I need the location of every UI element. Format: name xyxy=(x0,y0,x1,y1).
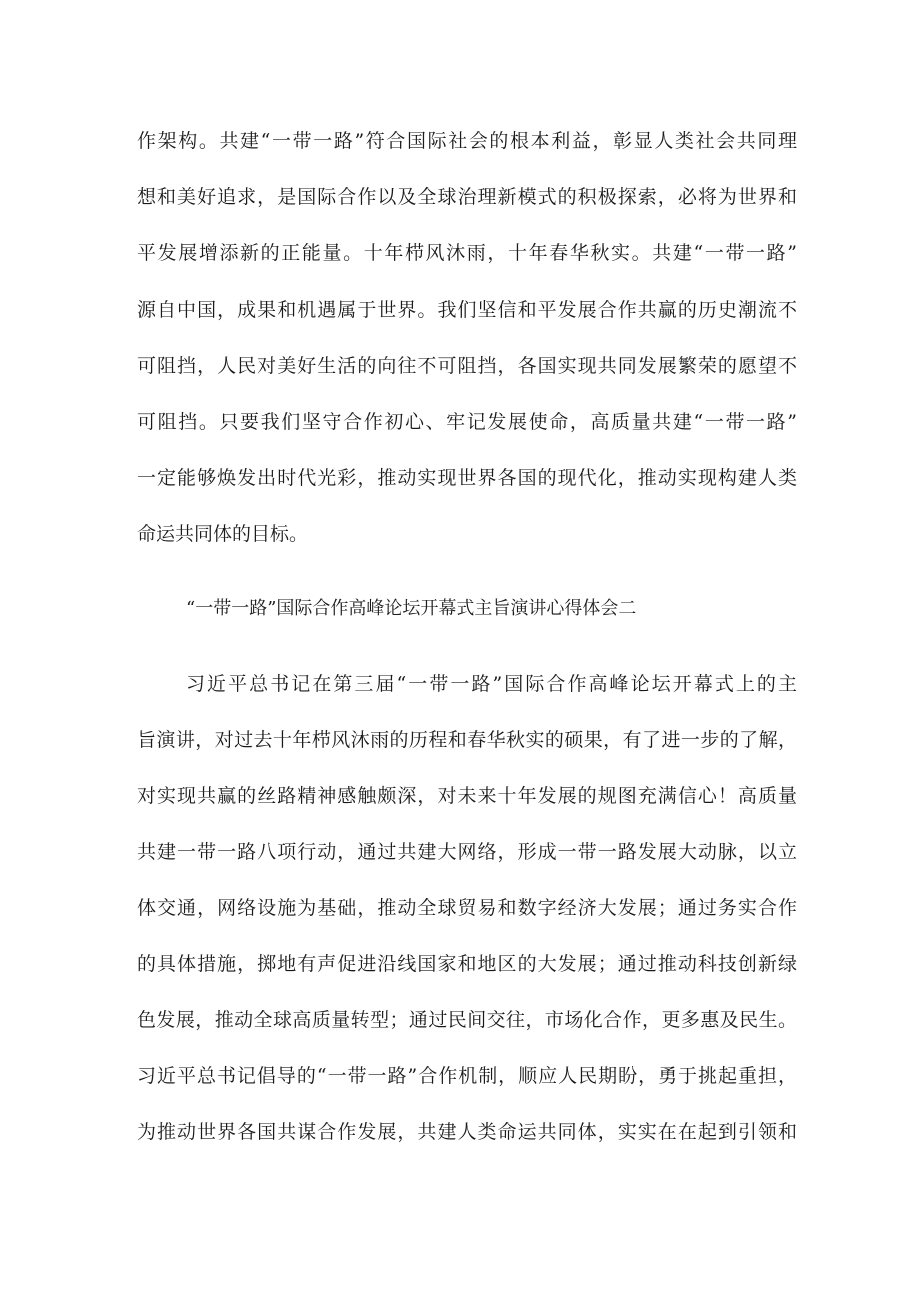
paragraph-1-line: 平发展增添新的正能量。十年栉风沐雨，十年春华秋实。共建“一带一路” xyxy=(137,242,797,264)
paragraph-1-line: 想和美好追求，是国际合作以及全球治理新模式的积极探索，必将为世界和 xyxy=(137,186,797,208)
paragraph-2-line: 为推动世界各国共谋合作发展，共建人类命运共同体，实实在在起到引领和 xyxy=(137,1121,797,1143)
paragraph-1-line: 可阻挡。只要我们坚守合作初心、牢记发展使命，高质量共建“一带一路” xyxy=(137,411,797,433)
paragraph-2-line: 色发展，推动全球高质量转型；通过民间交往，市场化合作，更多惠及民生。 xyxy=(137,1009,797,1031)
paragraph-1-line: 作架构。共建“一带一路”符合国际社会的根本利益，彰显人类社会共同理 xyxy=(137,130,797,152)
paragraph-2-line: 旨演讲，对过去十年栉风沐雨的历程和春华秋实的硕果，有了进一步的了解， xyxy=(137,729,797,751)
paragraph-1-line: 可阻挡，人民对美好生活的向往不可阻挡，各国实现共同发展繁荣的愿望不 xyxy=(137,355,797,377)
paragraph-2-line: 的具体措施，掷地有声促进沿线国家和地区的大发展；通过推动科技创新绿 xyxy=(137,953,797,975)
paragraph-2-line: 习近平总书记倡导的“一带一路”合作机制，顺应人民期盼，勇于挑起重担， xyxy=(137,1065,797,1087)
paragraph-1-line: 源自中国，成果和机遇属于世界。我们坚信和平发展合作共赢的历史潮流不 xyxy=(137,299,797,321)
paragraph-1-line: 一定能够焕发出时代光彩，推动实现世界各国的现代化，推动实现构建人类 xyxy=(137,467,797,489)
paragraph-2-line: 共建一带一路八项行动，通过共建大网络，形成一带一路发展大动脉，以立 xyxy=(137,841,797,863)
paragraph-2-line: 习近平总书记在第三届“一带一路”国际合作高峰论坛开幕式上的主 xyxy=(186,673,797,695)
paragraph-2-line: 体交通，网络设施为基础，推动全球贸易和数字经济大发展；通过务实合作 xyxy=(137,897,797,919)
paragraph-1-line: 命运共同体的目标。 xyxy=(137,523,309,545)
section-heading: “一带一路”国际合作高峰论坛开幕式主旨演讲心得体会二 xyxy=(186,598,637,619)
paragraph-2-line: 对实现共赢的丝路精神感触颇深，对未来十年发展的规图充满信心！高质量 xyxy=(137,785,797,807)
